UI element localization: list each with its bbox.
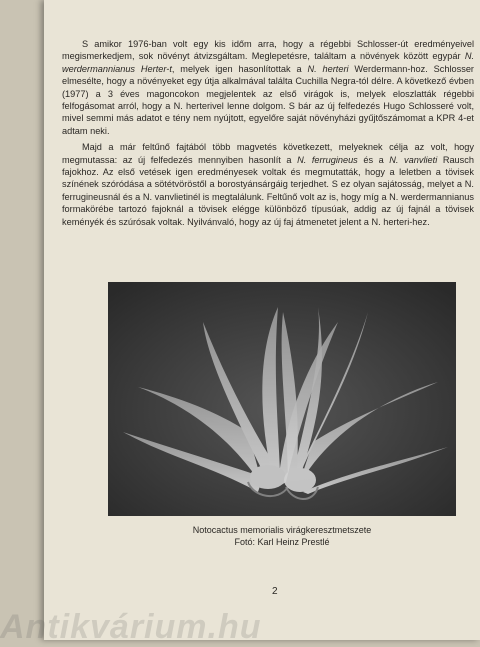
paragraph-1: S amikor 1976-ban volt egy kis időm arra, hogy a régebbi Schlosser-út eredményeivel megismerkedjem, sok növényt átvizsgáltam. Meglepetésre, találtam a növények között egypár N. werdermannianus Herter-t, melyek igen hasonlítottak a N. herteri Werdermann-hoz. Schlosser elmesélte, hogy a növényeket egy útja alkalmával találta Cuchilla Negra-tól délre. A következő évben (1977) a 3 éves magoncokon megjelentek az első virágok is, melyek eloszlatták régebbi felfogásomat arról, hogy a N. herterivel lenne dolgom. S bár az új felfedezés Hugo Schlosseré volt, mivel semmi más adatot e tény nem nyújtott, egyelőre saját növényházi gyűjtőszámomat a KPR 4-et adtam neki. (62, 39, 474, 136)
caption-title: Notocactus memorialis virágkeresztmetszete (192, 525, 372, 535)
flower-cross-section-photo (108, 282, 456, 516)
caption-credit: Fotó: Karl Heinz Prestlé (234, 537, 330, 547)
photo-caption (108, 524, 456, 548)
article-body (62, 38, 474, 232)
paragraph-2: Majd a már feltűnő fajtából több magvetés következett, melyeknek célja az volt, hogy megmutassa: az új felfedezés mennyiben hasonlít a N. ferrugineus és a N. vanvlieti Rausch fajokhoz. Az első vetések igen eredményesek voltak és megmutatták, hogy a leletben a tövisek színének szóródása a sötétvöröstől a borostyánsárgáig terjedhet. S ez olyan sajátosság, melyet a N. ferrugineusnál és a N. vanvlietinél is megtalálunk. Feltűnő volt az is, hogy míg a N. werdermannianus formakörébe tartozó fajoknál a tövisek elégge különböző típusúak, addig az új fajnál a tövisek keményék és szúrósak voltak. Nyilvánvaló, hogy az új faj átmenetet jelent a N. herteri-hez. (62, 142, 474, 227)
page-number: 2 (272, 586, 278, 597)
watermark: Antikvárium.hu (0, 608, 262, 646)
